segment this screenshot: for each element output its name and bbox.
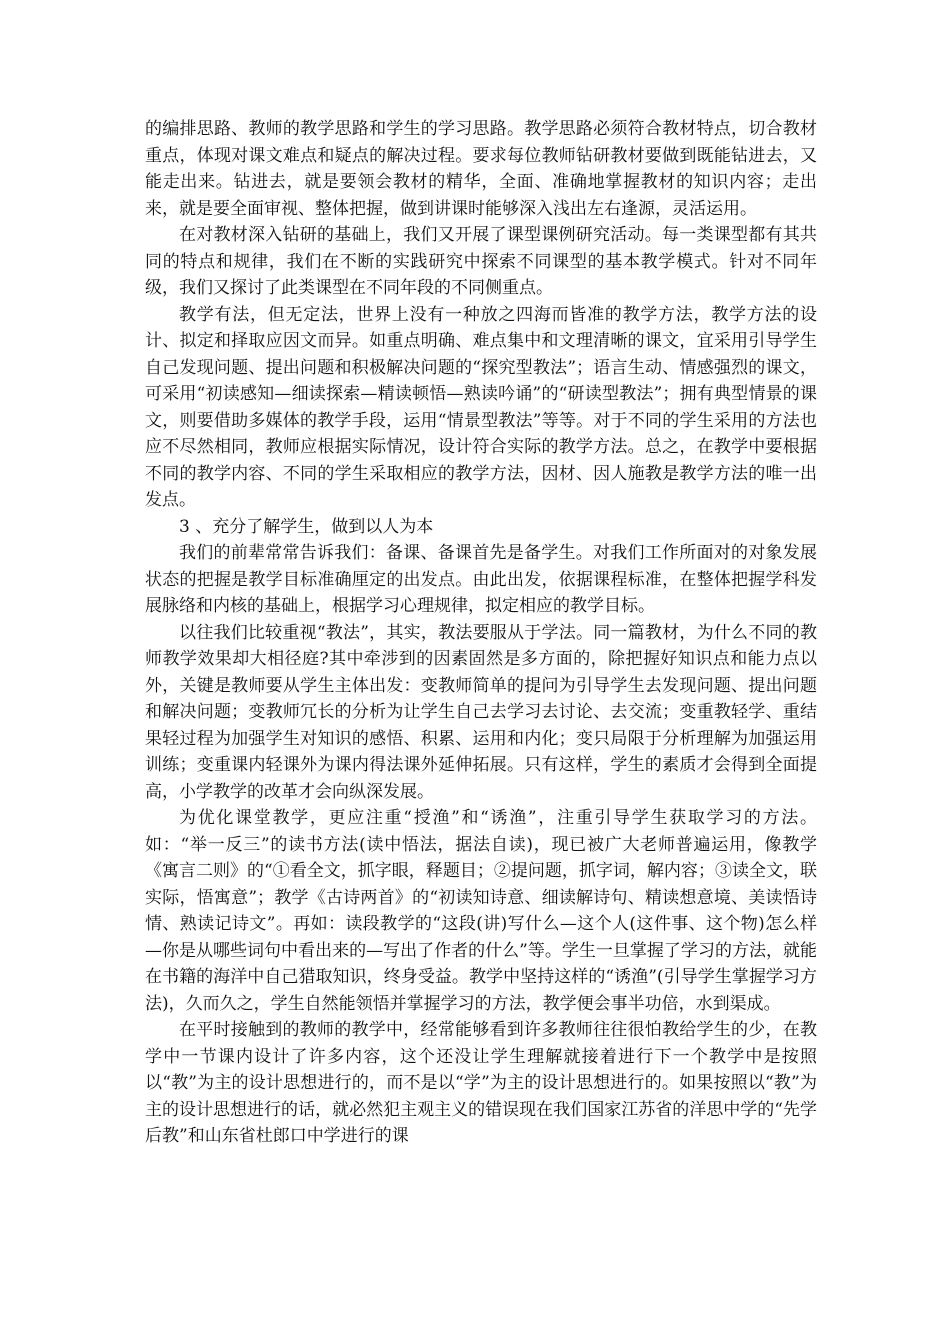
document-body [145, 116, 817, 1150]
section-heading: 3 、充分了解学生，做到以人为本 [179, 516, 434, 537]
paragraph-6: 为优化课堂教学，更应注重“授渔”和“诱渔”，注重引导学生获取学习的方法。如：“举一反三”的读书方法(读中悟法，据法自读)，现已被广大老师普遍运用，像教学《寓言二则》的“①看全文，抓字眼，释题目；②提问题，抓字词，解内容；③读全文，联实际，悟寓意”；教学《古诗两首》的“初读知诗意、细读解诗句、精读想意境、美读悟诗情、熟读记诗文”。再如：读段教学的“这段(讲)写什么—这个人(这件事、这个物)怎么样—你是从哪些词句中看出来的—写出了作者的什么”等。学生一旦掌握了学习的方法，就能在书籍的海洋中自己猎取知识，终身受益。教学中坚持这样的“诱渔”(引导学生掌握学习方法)，久而久之，学生自然能领悟并掌握学习的方法，教学便会事半功倍，水到渠成。 [145, 808, 817, 1014]
paragraph-5: 以往我们比较重视“教法”，其实，教法要服从于学法。同一篇教材，为什么不同的教师教学效果却大相径庭?其中牵涉到的因素固然是多方面的，除把握好知识点和能力点以外，关键是教师要从学生主体出发：变教师简单的提问为引导学生去发现问题、提出问题和解决问题；变教师冗长的分析为让学生自己去学习去讨论、去交流；变重教轻学、重结果轻过程为加强学生对知识的感悟、积累、运用和内化；变只局限于分析理解为加强运用训练；变重课内轻课外为课内得法课外延伸拓展。只有这样，学生的素质才会得到全面提高，小学教学的改革才会向纵深发展。 [145, 622, 817, 802]
paragraph-1: 的编排思路、教师的教学思路和学生的学习思路。教学思路必须符合教材特点，切合教材重点，体现对课文难点和疑点的解决过程。要求每位教师钻研教材要做到既能钻进去，又能走出来。钻进去，就是要领会教材的精华，全面、准确地掌握教材的知识内容；走出来，就是要全面审视、整体把握，做到讲课时能够深入浅出左右逢源，灵活运用。 [145, 119, 817, 219]
paragraph-4: 我们的前辈常常告诉我们：备课、备课首先是备学生。对我们工作所面对的对象发展状态的把握是教学目标准确厘定的出发点。由此出发，依据课程标准，在整体把握学科发展脉络和内核的基础上，根据学习心理规律，拟定相应的教学目标。 [145, 543, 817, 616]
paragraph-2: 在对教材深入钻研的基础上，我们又开展了课型课例研究活动。每一类课型都有其共同的特点和规律，我们在不断的实践研究中探索不同课型的基本教学模式。针对不同年级，我们又探讨了此类课型在不同年段的不同侧重点。 [145, 225, 817, 298]
paragraph-3: 教学有法，但无定法，世界上没有一种放之四海而皆准的教学方法，教学方法的设计、拟定和择取应因文而异。如重点明确、难点集中和文理清晰的课文，宜采用引导学生自己发现问题、提出问题和积极解决问题的“探究型教法”；语言生动、情感强烈的课文，可采用“初读感知—细读探索—精读顿悟—熟读吟诵”的“研读型教法”；拥有典型情景的课文，则要借助多媒体的教学手段，运用“情景型教法”等等。对于不同的学生采用的方法也应不尽然相同，教师应根据实际情况，设计符合实际的教学方法。总之，在教学中要根据不同的教学内容、不同的学生采取相应的教学方法，因材、因人施教是教学方法的唯一出发点。 [145, 304, 817, 510]
paragraph-7: 在平时接触到的教师的教学中，经常能够看到许多教师往往很怕教给学生的少，在教学中一节课内设计了许多内容，这个还没让学生理解就接着进行下一个教学中是按照以“教”为主的设计思想进行的，而不是以“学”为主的设计思想进行的。如果按照以“教”为主的设计思想进行的话，就必然犯主观主义的错误现在我们国家江苏省的洋思中学的“先学后教”和山东省杜郎口中学进行的课 [145, 1020, 817, 1146]
